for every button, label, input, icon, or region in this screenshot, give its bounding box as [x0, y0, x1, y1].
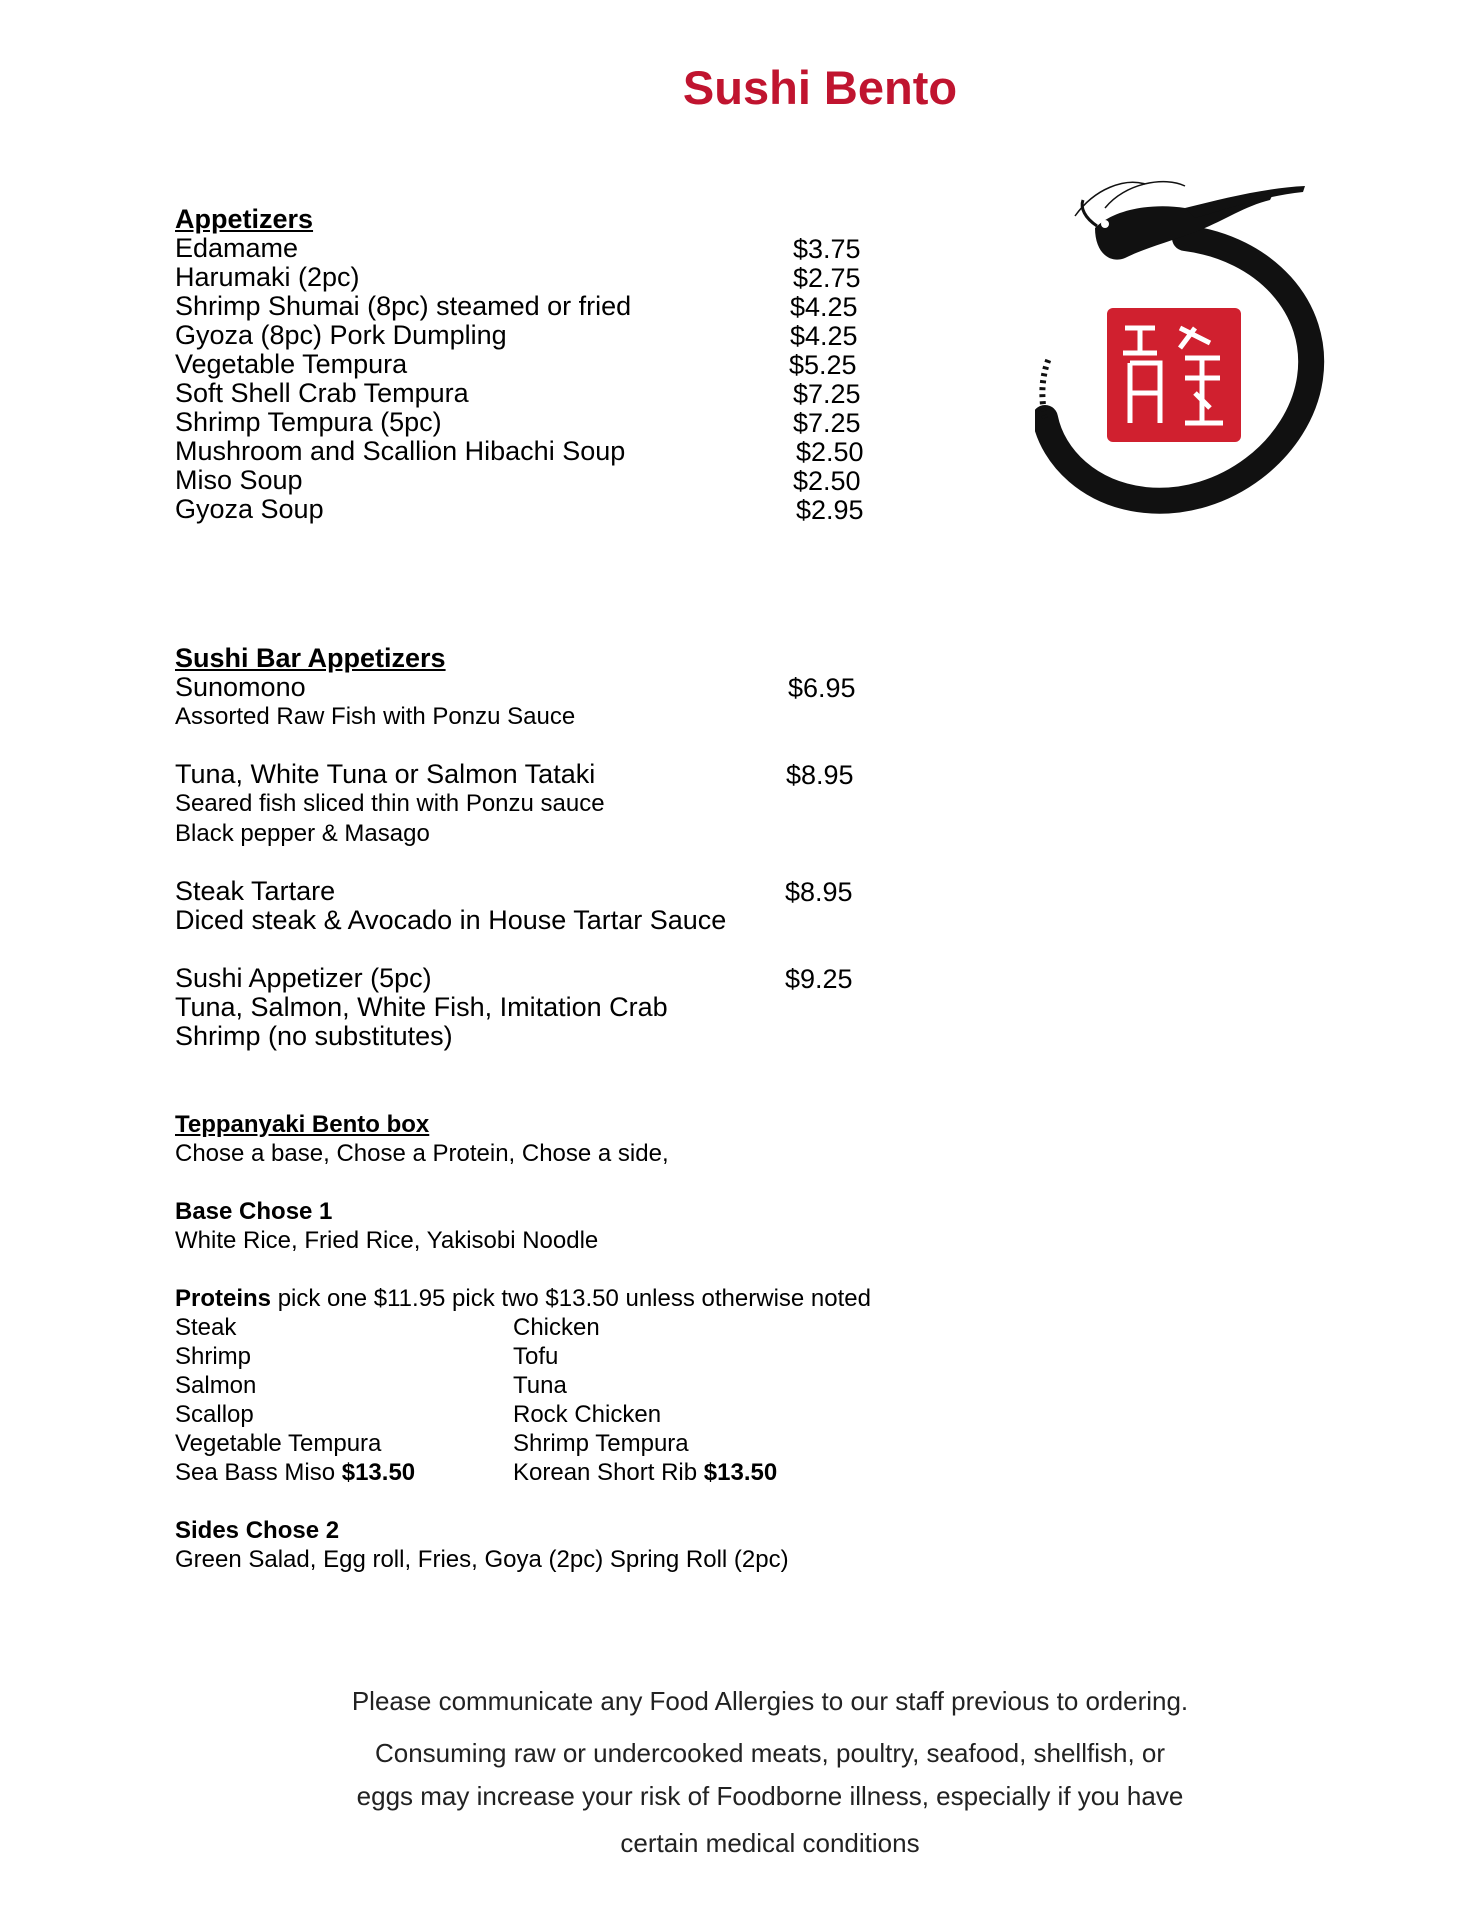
sushi-bar-section: [175, 644, 446, 673]
protein-option-label: Salmon: [175, 1372, 257, 1399]
sushi-bar-item: [175, 877, 726, 935]
protein-option-label: Tuna: [513, 1372, 567, 1399]
sushi-bar-item-name: Steak Tartare: [175, 876, 336, 906]
appetizers-heading: Appetizers: [175, 204, 314, 234]
appetizer-item-name: Shrimp Shumai (8pc) steamed or fried: [175, 291, 632, 321]
page-title: Sushi Bento: [682, 61, 958, 114]
appetizer-item-name: Shrimp Tempura (5pc): [175, 407, 442, 437]
sushi-bar-item-desc: Shrimp (no substitutes): [175, 1021, 453, 1051]
appetizer-item-price: $4.25: [790, 292, 858, 322]
appetizer-item-name: Mushroom and Scallion Hibachi Soup: [175, 436, 626, 466]
appetizer-item-price: $2.50: [793, 466, 861, 496]
sushi-bar-item-desc: Tuna, Salmon, White Fish, Imitation Crab: [175, 992, 668, 1022]
sushi-bar-item-name: Sushi Appetizer (5pc): [175, 963, 432, 993]
protein-surcharge-price: $13.50: [341, 1459, 416, 1486]
base-heading: Base Chose 1: [175, 1198, 333, 1225]
allergy-notice: Please communicate any Food Allergies to our staff previous to ordering.: [351, 1686, 1189, 1716]
sushi-bar-item-name: Sunomono: [175, 672, 306, 702]
appetizers-section: [175, 205, 631, 524]
appetizer-item-name: Gyoza Soup: [175, 494, 324, 524]
protein-option: [513, 1342, 777, 1371]
teppanyaki-section: [175, 1110, 871, 1574]
protein-option-label: Vegetable Tempura: [175, 1430, 382, 1457]
protein-option-label: Shrimp: [175, 1343, 252, 1370]
protein-option-label: Scallop: [175, 1401, 254, 1428]
sushi-bar-item: [175, 673, 575, 732]
protein-option: [513, 1313, 777, 1342]
protein-option-label: Shrimp Tempura: [513, 1430, 689, 1457]
sushi-bar-item: [175, 760, 605, 849]
protein-option: [513, 1371, 777, 1400]
sushi-bar-item-price: $8.95: [785, 877, 853, 907]
appetizer-item-price: $2.95: [796, 495, 864, 525]
protein-option-label: Rock Chicken: [513, 1401, 662, 1428]
appetizer-item-name: Gyoza (8pc) Pork Dumpling: [175, 320, 507, 350]
sushi-bar-item-price: $6.95: [788, 673, 856, 703]
protein-option-label: Tofu: [513, 1343, 559, 1370]
protein-option-label: Chicken: [513, 1314, 600, 1341]
sushi-bar-item-desc: Diced steak & Avocado in House Tartar Sauce: [175, 905, 727, 935]
proteins-note: pick one $11.95 pick two $13.50 unless otherwise noted: [271, 1285, 871, 1312]
proteins-line: [175, 1284, 871, 1313]
protein-option: [513, 1458, 777, 1487]
sushi-bar-item: [175, 964, 668, 1051]
sushi-bar-item-desc: Black pepper & Masago: [175, 820, 430, 847]
appetizer-item-name: Harumaki (2pc): [175, 262, 360, 292]
sides-options: Green Salad, Egg roll, Fries, Goya (2pc) Spring Roll (2pc): [175, 1546, 789, 1573]
appetizer-item-name: Vegetable Tempura: [175, 349, 408, 379]
appetizer-item-price: $2.75: [793, 263, 861, 293]
sushi-bar-item-price: $8.95: [786, 760, 854, 790]
appetizer-item-name: Soft Shell Crab Tempura: [175, 378, 469, 408]
sushi-bar-item-name: Tuna, White Tuna or Salmon Tataki: [175, 759, 596, 789]
sushi-bar-heading: Sushi Bar Appetizers: [175, 643, 446, 673]
appetizer-item-name: Miso Soup: [175, 465, 303, 495]
appetizer-item-price: $4.25: [790, 321, 858, 351]
protein-option: [513, 1429, 777, 1458]
sides-heading: Sides Chose 2: [175, 1517, 340, 1544]
protein-option: [513, 1400, 777, 1429]
teppanyaki-intro: Chose a base, Chose a Protein, Chose a side,: [175, 1140, 669, 1167]
appetizer-item-price: $3.75: [793, 234, 861, 264]
sushi-bar-item-desc: Seared fish sliced thin with Ponzu sauce: [175, 790, 605, 817]
warning-line-2: eggs may increase your risk of Foodborne illness, especially if you have: [356, 1781, 1184, 1811]
proteins-heading: Proteins: [175, 1285, 272, 1312]
protein-surcharge-price: $13.50: [703, 1459, 778, 1486]
warning-line-3: certain medical conditions: [620, 1828, 920, 1858]
appetizer-item-price: $7.25: [793, 408, 861, 438]
warning-line-1: Consuming raw or undercooked meats, poultry, seafood, shellfish, or: [374, 1738, 1166, 1768]
base-options: White Rice, Fried Rice, Yakisobi Noodle: [175, 1227, 599, 1254]
appetizer-item-price: $2.50: [796, 437, 864, 467]
appetizer-item-name: Edamame: [175, 233, 299, 263]
protein-option-label: Steak: [175, 1314, 237, 1341]
protein-option-label: Korean Short Rib: [513, 1459, 704, 1486]
appetizer-item-price: $5.25: [789, 350, 857, 380]
appetizer-item-price: $7.25: [793, 379, 861, 409]
sushi-bar-item-price: $9.25: [785, 964, 853, 994]
sushi-bar-item-desc: Assorted Raw Fish with Ponzu Sauce: [175, 703, 576, 730]
protein-option-label: Sea Bass Miso: [175, 1459, 342, 1486]
teppanyaki-heading: Teppanyaki Bento box: [175, 1111, 430, 1138]
dragon-seal-logo-icon: [1035, 178, 1325, 518]
